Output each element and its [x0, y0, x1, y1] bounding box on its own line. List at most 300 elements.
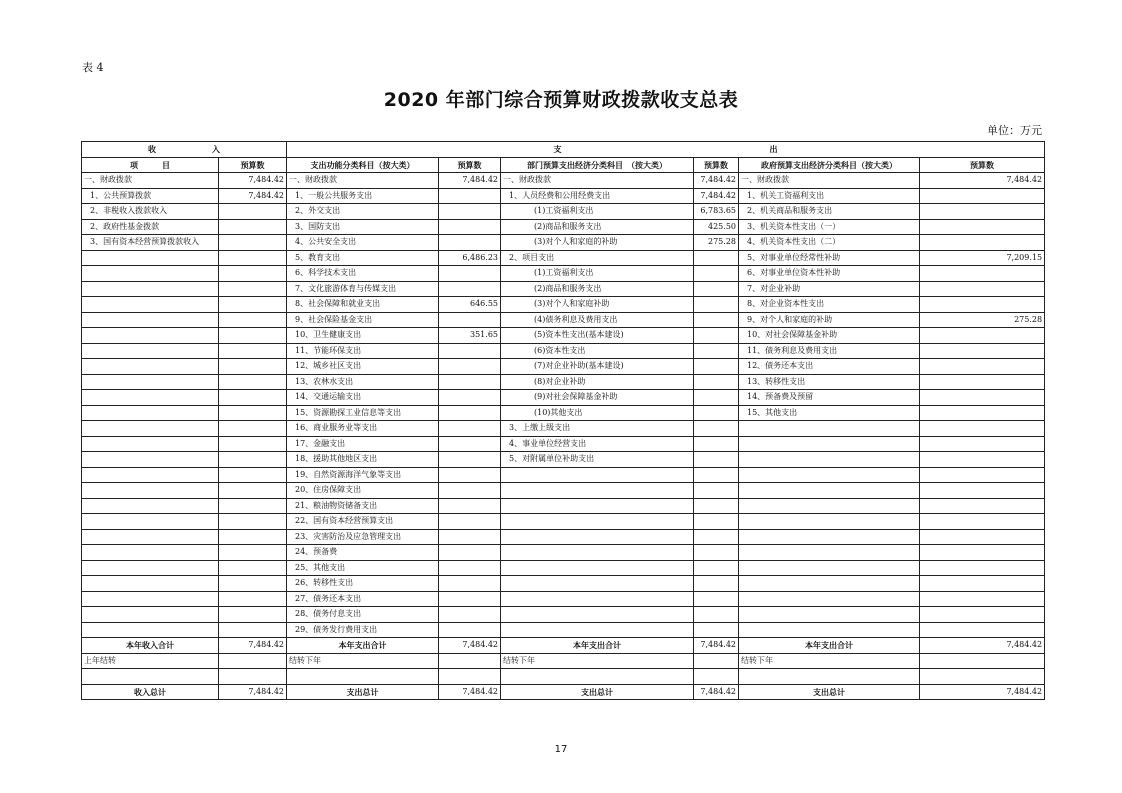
dept-budget [694, 328, 739, 344]
income-item [82, 390, 219, 406]
exp-total-gov: 7,484.42 [920, 638, 1045, 654]
income-item [82, 545, 219, 561]
budget-header: 预算数 [920, 157, 1045, 173]
gov-budget [920, 328, 1045, 344]
gov-budget [920, 297, 1045, 313]
gov-budget [920, 188, 1045, 204]
dept-budget [694, 359, 739, 375]
grand-exp-label: 支出总计 [739, 684, 920, 700]
income-item [82, 312, 219, 328]
func-item: 一、财政拨款 [287, 173, 439, 189]
gov-budget [920, 545, 1045, 561]
func-item: 18、援助其他地区支出 [287, 452, 439, 468]
carry-in-label: 上年结转 [82, 653, 219, 669]
func-item: 27、债务还本支出 [287, 591, 439, 607]
func-budget [439, 359, 501, 375]
gov-budget [920, 359, 1045, 375]
header-row-columns [82, 157, 1045, 173]
exp-total-label: 本年支出合计 [501, 638, 694, 654]
carry-out-label: 结转下年 [287, 653, 439, 669]
income-item [82, 467, 219, 483]
income-budget [219, 545, 287, 561]
dept-item: (2)商品和服务支出 [501, 281, 694, 297]
gov-budget: 7,209.15 [920, 250, 1045, 266]
gov-item: 1、机关工资福利支出 [739, 188, 920, 204]
income-item [82, 405, 219, 421]
func-budget [439, 343, 501, 359]
income-budget [219, 343, 287, 359]
func-item: 11、节能环保支出 [287, 343, 439, 359]
gov-item: 2、机关商品和服务支出 [739, 204, 920, 220]
func-budget: 646.55 [439, 297, 501, 313]
gov-item: 7、对企业补助 [739, 281, 920, 297]
func-budget [439, 204, 501, 220]
dept-budget [694, 297, 739, 313]
income-budget [219, 405, 287, 421]
blank-cell [920, 669, 1045, 685]
blank-cell [739, 669, 920, 685]
income-item [82, 436, 219, 452]
func-budget [439, 560, 501, 576]
item-header: 项 目 [82, 157, 219, 173]
income-budget [219, 560, 287, 576]
dept-item: 3、上缴上级支出 [501, 421, 694, 437]
blank-row [82, 669, 1045, 685]
budget-header: 预算数 [439, 157, 501, 173]
func-item: 6、科学技术支出 [287, 266, 439, 282]
table-row [82, 219, 1045, 235]
blank-cell [82, 669, 219, 685]
gov-item: 9、对个人和家庭的补助 [739, 312, 920, 328]
dept-item [501, 483, 694, 499]
table-row [82, 235, 1045, 251]
func-budget [439, 266, 501, 282]
income-budget [219, 421, 287, 437]
dept-budget [694, 374, 739, 390]
gov-budget [920, 591, 1045, 607]
blank-cell [694, 669, 739, 685]
gov-item [739, 545, 920, 561]
table-row [82, 405, 1045, 421]
gov-budget [920, 622, 1045, 638]
blank-cell [439, 669, 501, 685]
func-item: 15、资源勘探工业信息等支出 [287, 405, 439, 421]
gov-budget [920, 452, 1045, 468]
gov-item [739, 467, 920, 483]
dept-class-header: 部门预算支出经济分类科目 （按大类） [501, 157, 694, 173]
income-budget [219, 250, 287, 266]
table-row [82, 529, 1045, 545]
func-budget [439, 421, 501, 437]
dept-item: (3)对个人和家庭补助 [501, 297, 694, 313]
budget-table [81, 141, 1045, 700]
func-item: 10、卫生健康支出 [287, 328, 439, 344]
gov-item [739, 607, 920, 623]
table-number: 表 4 [82, 61, 104, 74]
income-budget [219, 483, 287, 499]
income-budget [219, 622, 287, 638]
dept-budget [694, 343, 739, 359]
table-row [82, 374, 1045, 390]
income-total-label: 本年收入合计 [82, 638, 219, 654]
gov-item: 10、对社会保障基金补助 [739, 328, 920, 344]
income-budget [219, 607, 287, 623]
gov-budget [920, 421, 1045, 437]
budget-header: 预算数 [219, 157, 287, 173]
gov-item: 12、债务还本支出 [739, 359, 920, 375]
gov-item: 14、预备费及预留 [739, 390, 920, 406]
table-row [82, 359, 1045, 375]
func-item: 1、一般公共服务支出 [287, 188, 439, 204]
gov-budget [920, 560, 1045, 576]
gov-item [739, 591, 920, 607]
func-budget [439, 514, 501, 530]
dept-budget [694, 452, 739, 468]
blank-cell [219, 669, 287, 685]
dept-budget [694, 390, 739, 406]
expense-header: 支 出 [287, 142, 1045, 158]
func-budget [439, 576, 501, 592]
income-budget [219, 514, 287, 530]
income-item: 3、国有资本经营预算拨款收入 [82, 235, 219, 251]
func-budget [439, 436, 501, 452]
income-item [82, 576, 219, 592]
income-budget [219, 591, 287, 607]
gov-item [739, 421, 920, 437]
gov-item [739, 436, 920, 452]
income-budget [219, 374, 287, 390]
table-row [82, 467, 1045, 483]
income-budget [219, 576, 287, 592]
gov-budget [920, 436, 1045, 452]
blank-cell [501, 669, 694, 685]
dept-budget [694, 281, 739, 297]
func-item: 24、预备费 [287, 545, 439, 561]
gov-budget [920, 498, 1045, 514]
dept-budget [694, 591, 739, 607]
dept-budget [694, 545, 739, 561]
dept-item: (3)对个人和家庭的补助 [501, 235, 694, 251]
table-row [82, 421, 1045, 437]
dept-budget [694, 266, 739, 282]
annual-total-row [82, 638, 1045, 654]
func-item: 28、债务付息支出 [287, 607, 439, 623]
income-budget: 7,484.42 [219, 188, 287, 204]
dept-budget [694, 421, 739, 437]
table-row [82, 390, 1045, 406]
income-item [82, 529, 219, 545]
dept-item [501, 560, 694, 576]
carry-out-value [920, 653, 1045, 669]
dept-budget [694, 250, 739, 266]
dept-item: (5)资本性支出(基本建设) [501, 328, 694, 344]
carry-out-value [439, 653, 501, 669]
income-item [82, 622, 219, 638]
gov-budget [920, 576, 1045, 592]
exp-total-dept: 7,484.42 [694, 638, 739, 654]
func-budget [439, 529, 501, 545]
dept-budget: 6,783.65 [694, 204, 739, 220]
income-budget [219, 281, 287, 297]
func-item: 29、债务发行费用支出 [287, 622, 439, 638]
page-number: 17 [554, 744, 568, 755]
gov-item [739, 576, 920, 592]
dept-item: 5、对附属单位补助支出 [501, 452, 694, 468]
dept-item: 一、财政拨款 [501, 173, 694, 189]
table-row [82, 452, 1045, 468]
table-row [82, 312, 1045, 328]
dept-budget: 7,484.42 [694, 188, 739, 204]
income-budget [219, 312, 287, 328]
carry-out-label: 结转下年 [501, 653, 694, 669]
income-item [82, 421, 219, 437]
carry-out-label: 结转下年 [739, 653, 920, 669]
func-budget [439, 219, 501, 235]
income-item [82, 483, 219, 499]
func-item: 2、外交支出 [287, 204, 439, 220]
func-item: 4、公共安全支出 [287, 235, 439, 251]
dept-budget [694, 405, 739, 421]
gov-budget: 275.28 [920, 312, 1045, 328]
gov-item: 8、对企业资本性支出 [739, 297, 920, 313]
table-row [82, 545, 1045, 561]
income-item [82, 452, 219, 468]
dept-item [501, 529, 694, 545]
func-item: 8、社会保障和就业支出 [287, 297, 439, 313]
gov-item [739, 560, 920, 576]
table-row [82, 560, 1045, 576]
func-class-header: 支出功能分类科目（按大类） [287, 157, 439, 173]
income-budget [219, 204, 287, 220]
dept-budget [694, 498, 739, 514]
gov-budget [920, 514, 1045, 530]
income-item [82, 498, 219, 514]
dept-budget: 425.50 [694, 219, 739, 235]
func-item: 14、交通运输支出 [287, 390, 439, 406]
func-item: 9、社会保险基金支出 [287, 312, 439, 328]
func-budget: 351.65 [439, 328, 501, 344]
gov-budget [920, 266, 1045, 282]
func-item: 20、住房保障支出 [287, 483, 439, 499]
dept-budget [694, 312, 739, 328]
income-item [82, 359, 219, 375]
dept-budget [694, 607, 739, 623]
income-budget [219, 328, 287, 344]
gov-item [739, 452, 920, 468]
grand-exp-gov: 7,484.42 [920, 684, 1045, 700]
func-budget [439, 607, 501, 623]
func-item: 22、国有资本经营预算支出 [287, 514, 439, 530]
budget-header: 预算数 [694, 157, 739, 173]
gov-class-header: 政府预算支出经济分类科目（按大类） [739, 157, 920, 173]
gov-item: 11、债务利息及费用支出 [739, 343, 920, 359]
grand-exp-label: 支出总计 [287, 684, 439, 700]
income-budget: 7,484.42 [219, 173, 287, 189]
gov-budget [920, 390, 1045, 406]
dept-budget [694, 622, 739, 638]
income-budget [219, 390, 287, 406]
dept-item [501, 498, 694, 514]
gov-budget [920, 483, 1045, 499]
dept-item: 2、项目支出 [501, 250, 694, 266]
func-item: 19、自然资源海洋气象等支出 [287, 467, 439, 483]
func-budget [439, 374, 501, 390]
dept-item: 4、事业单位经营支出 [501, 436, 694, 452]
gov-budget [920, 529, 1045, 545]
table-row [82, 591, 1045, 607]
func-budget [439, 281, 501, 297]
dept-item [501, 545, 694, 561]
func-item: 3、国防支出 [287, 219, 439, 235]
income-item [82, 607, 219, 623]
gov-item: 3、机关资本性支出（一） [739, 219, 920, 235]
func-item: 12、城乡社区支出 [287, 359, 439, 375]
income-budget [219, 529, 287, 545]
dept-item: (9)对社会保障基金补助 [501, 390, 694, 406]
table-row [82, 188, 1045, 204]
header-row-group [82, 142, 1045, 158]
gov-item [739, 483, 920, 499]
grand-exp-func: 7,484.42 [439, 684, 501, 700]
gov-budget: 7,484.42 [920, 173, 1045, 189]
table-row [82, 250, 1045, 266]
income-total-value: 7,484.42 [219, 638, 287, 654]
income-item [82, 281, 219, 297]
func-item: 13、农林水支出 [287, 374, 439, 390]
func-budget [439, 188, 501, 204]
income-item: 1、公共预算拨款 [82, 188, 219, 204]
func-item: 21、粮油物资储备支出 [287, 498, 439, 514]
income-item [82, 297, 219, 313]
dept-item [501, 622, 694, 638]
grand-income-value: 7,484.42 [219, 684, 287, 700]
dept-item [501, 576, 694, 592]
dept-item: (7)对企业补助(基本建设) [501, 359, 694, 375]
grand-total-row [82, 684, 1045, 700]
table-row [82, 281, 1045, 297]
income-item [82, 560, 219, 576]
gov-item [739, 529, 920, 545]
dept-item [501, 467, 694, 483]
income-budget [219, 467, 287, 483]
income-budget [219, 266, 287, 282]
func-item: 25、其他支出 [287, 560, 439, 576]
carry-row [82, 653, 1045, 669]
table-row [82, 343, 1045, 359]
table-row [82, 607, 1045, 623]
gov-item: 15、其他支出 [739, 405, 920, 421]
func-item: 23、灾害防治及应急管理支出 [287, 529, 439, 545]
gov-budget [920, 281, 1045, 297]
exp-total-label: 本年支出合计 [739, 638, 920, 654]
table-row [82, 622, 1045, 638]
gov-item: 5、对事业单位经常性补助 [739, 250, 920, 266]
carry-in-value [219, 653, 287, 669]
func-budget [439, 545, 501, 561]
dept-budget [694, 467, 739, 483]
table-row [82, 514, 1045, 530]
table-row [82, 483, 1045, 499]
gov-item: 一、财政拨款 [739, 173, 920, 189]
income-item [82, 328, 219, 344]
dept-budget [694, 483, 739, 499]
dept-item: (1)工资福利支出 [501, 204, 694, 220]
exp-total-func: 7,484.42 [439, 638, 501, 654]
dept-budget [694, 576, 739, 592]
func-budget: 6,486.23 [439, 250, 501, 266]
income-item [82, 250, 219, 266]
income-budget [219, 452, 287, 468]
gov-budget [920, 374, 1045, 390]
gov-budget [920, 467, 1045, 483]
table-row [82, 173, 1045, 189]
income-item: 2、政府性基金拨款 [82, 219, 219, 235]
func-budget [439, 467, 501, 483]
func-item: 26、转移性支出 [287, 576, 439, 592]
income-budget [219, 235, 287, 251]
income-item [82, 514, 219, 530]
income-item [82, 374, 219, 390]
dept-item: 1、人员经费和公用经费支出 [501, 188, 694, 204]
func-budget [439, 498, 501, 514]
func-budget [439, 622, 501, 638]
dept-budget [694, 560, 739, 576]
table-row [82, 576, 1045, 592]
table-row [82, 328, 1045, 344]
exp-total-label: 本年支出合计 [287, 638, 439, 654]
gov-budget [920, 607, 1045, 623]
income-budget [219, 297, 287, 313]
table-row [82, 498, 1045, 514]
income-budget [219, 359, 287, 375]
gov-budget [920, 405, 1045, 421]
table-row [82, 266, 1045, 282]
table-row [82, 297, 1045, 313]
blank-cell [287, 669, 439, 685]
unit-label: 单位：万元 [987, 124, 1042, 137]
dept-item [501, 607, 694, 623]
gov-item [739, 498, 920, 514]
func-budget [439, 312, 501, 328]
dept-item: (8)对企业补助 [501, 374, 694, 390]
dept-item: (6)资本性支出 [501, 343, 694, 359]
gov-budget [920, 204, 1045, 220]
func-budget [439, 483, 501, 499]
func-item: 17、金融支出 [287, 436, 439, 452]
income-budget [219, 436, 287, 452]
table-row [82, 436, 1045, 452]
gov-item: 13、转移性支出 [739, 374, 920, 390]
func-item: 7、文化旅游体育与传媒支出 [287, 281, 439, 297]
gov-budget [920, 235, 1045, 251]
income-item [82, 343, 219, 359]
carry-out-value [694, 653, 739, 669]
income-item: 2、非税收入拨款收入 [82, 204, 219, 220]
func-item: 5、教育支出 [287, 250, 439, 266]
dept-item: (10)其他支出 [501, 405, 694, 421]
gov-item [739, 514, 920, 530]
dept-budget [694, 514, 739, 530]
func-budget [439, 235, 501, 251]
gov-budget [920, 219, 1045, 235]
income-budget [219, 219, 287, 235]
table-row [82, 204, 1045, 220]
income-item [82, 266, 219, 282]
func-budget [439, 405, 501, 421]
gov-item [739, 622, 920, 638]
func-budget [439, 452, 501, 468]
func-budget: 7,484.42 [439, 173, 501, 189]
